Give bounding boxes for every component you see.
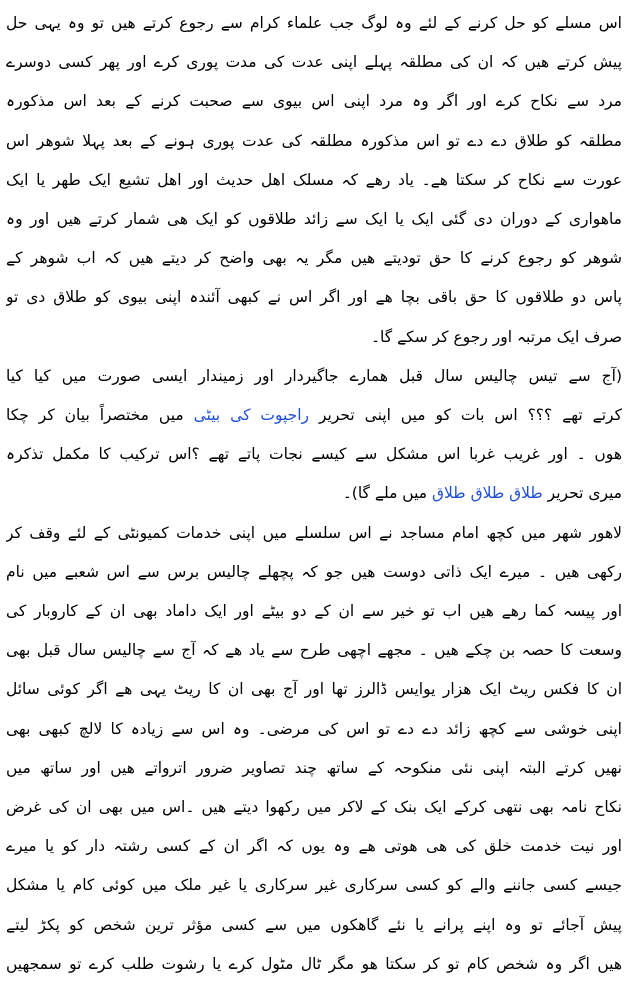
text-line-with-link: [6, 474, 622, 513]
text-line: ان کا فکس ریٹ ایک ھزار یوایس ڈالرز تھا اور آج بھی ان کا ریٹ یہی ھے اگر کوئی سائل: [6, 680, 622, 699]
text-line: عورت سے نکاح کر سکتا ھے۔ یاد رھے کہ مسلک اھل حدیث اور اھل تشیع ایک طھر یا ایک: [6, 170, 622, 189]
text-line: پیش کرتے ھیں کہ ان کی مطلقہ پہلے اپنی عدت کی مدت پوری کرے اور پھر کسی دوسرے: [6, 53, 622, 72]
talaq-talaq-talaq-link[interactable]: طلاق طلاق طلاق: [432, 484, 543, 503]
text-line: نکاح نامہ بھی نتھی کرکے ایک بنک کے لاکر میں رکھوا دیتے ھیں ۔اس میں بھی ان کی غرض: [6, 798, 622, 816]
text-line: (آج سے تیس چالیس سال قبل ھمارے جاگیردار اور زمیندار ایسی صورت میں کیا کیا: [6, 366, 622, 385]
text-line: مرد سے نکاح کرے اور اگر وہ مرد اپنی اس بیوی سے صحبت کرنے کے بعد اس مذکورہ: [6, 92, 622, 111]
text-line: رکھی ھیں ۔ میرے ایک ذاتی دوست ھیں جو کہ پچھلے چالیس برس سے اس شعبے میں نام: [6, 562, 622, 581]
text-segment: میری تحریر: [547, 484, 622, 503]
text-line: اور نیت خدمت خلق کی ھی ھوتی ھے وہ یوں کہ اگر ان کے کسی رشتہ دار کو یا میرے: [6, 837, 622, 856]
text-line: صرف ایک مرتبہ اور رجوع کر سکے گا۔: [370, 327, 622, 346]
text-line: اور پیسہ کما رھے ھیں اب تو خیر سے ان کے دو بیٹے اور ایک داماد بھی ان کے کاروبار کی: [6, 602, 622, 620]
text-line: اپنی خوشی سے کچھ زائد دے دے تو اس کی مرضی۔ وہ اس سے زیادہ کا لالچ کبھی بھی: [6, 719, 622, 738]
text-line: ماھواری کے دوران دی گئی ایک یا ایک سے زائد طلاقوں کو ایک ھی شمار کرتے ھیں اور وہ: [6, 210, 622, 228]
text-line-with-link: [6, 396, 622, 435]
text-line: ھیں اگر وہ شخص کام تو کر سکتا ھو مگر ٹال مٹول کرے یا رشوت طلب کرے تو سمجھیں: [6, 954, 622, 973]
text-line: مطلقہ کو طلاق دے دے تو اس مذکورہ مطلقہ کی عدت پوری ہونے کے بعد پہلا شوھر اس: [6, 131, 622, 150]
text-line: وسعت کا حصہ بن چکے ھیں ۔ مجھے اچھی طرح سے یاد ھے کہ آج سے چالیس سال قبل بھی: [6, 641, 622, 660]
text-line: پیش آجائے تو وہ اپنے پرانے یا نئے گاھکوں میں سے کسی مؤثر ترین شخص کو پکڑ لیتے: [6, 915, 622, 934]
text-segment: کرتے تھے ؟؟؟ اس بات کو میں اپنی تحریر: [318, 406, 622, 424]
text-line: شوھر کو رجوع کرنے کا حق تودیتے ھیں مگر یہ بھی واضح کر دیتے ھیں کہ اب شوھر کے: [6, 249, 622, 268]
text-line: نھیں کرتے البتہ اپنی نئی منکوحہ کے ساتھ چند تصاویر ضرور اترواتے ھیں اور ساتھ میں: [6, 758, 622, 777]
text-line: لاھور شھر میں کچھ امام مساجد نے اس سلسلے میں اپنی خدمات کمیونٹی کے لئے وقف کر: [6, 523, 622, 542]
rajput-ki-beti-link[interactable]: راجپوت کی بیٹی: [193, 406, 310, 424]
text-line: اس مسلے کو حل کرنے کے لئے وہ لوگ جب علماء کرام سے رجوع کرتے ھیں تو وہ یہی حل: [6, 14, 622, 32]
text-line: جیسے کسی جاننے والے کو کسی سرکاری غیر سرکاری یا غیر ملک میں کوئی کام یا مشکل: [6, 876, 622, 895]
text-segment: میں مختصراً بیان کر چکا: [6, 406, 184, 424]
text-line: ھوں ۔ اور غریب غربا اس مشکل سے کیسے نجات پاتے تھے ؟اس ترکیب کا مکمل تذکرہ: [6, 445, 622, 464]
text-segment: میں ملے گا)۔: [342, 484, 428, 503]
text-line: پاس دو طلاقوں کا حق باقی بچا ھے اور اگر اس نے کبھی آئندہ اپنی بیوی کو طلاق دی تو: [6, 288, 622, 307]
